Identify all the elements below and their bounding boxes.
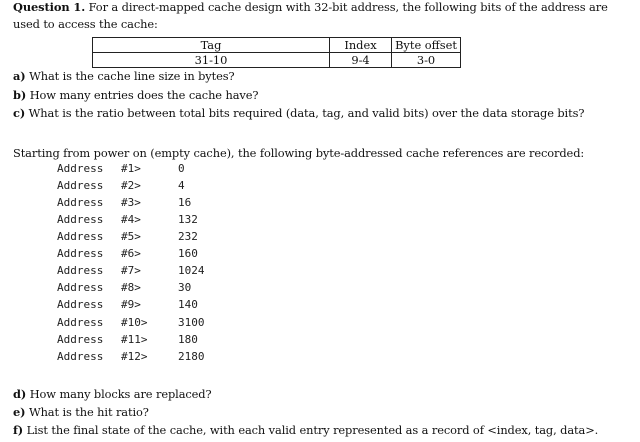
address-word: Address <box>57 281 104 294</box>
sub-question-label: a) <box>13 69 26 83</box>
address-word: Address <box>57 298 104 311</box>
address-word: Address <box>57 196 104 209</box>
sub-question-text: How many entries does the cache have? <box>29 88 259 102</box>
reference-value: 232 <box>178 230 198 243</box>
address-reference <box>57 247 198 261</box>
reference-value: 4 <box>178 179 185 192</box>
address-word: Address <box>57 162 104 175</box>
sub-question-text: How many blocks are replaced? <box>29 387 212 401</box>
address-word: Address <box>57 247 104 260</box>
reference-value: 132 <box>178 213 198 226</box>
sub-question-label: c) <box>13 106 26 120</box>
question-intro-line-2: used to access the cache: <box>13 17 158 31</box>
sub-question-f <box>13 423 598 438</box>
sub-question-d <box>13 387 212 402</box>
reference-id: #5> <box>121 230 141 243</box>
reference-id: #6> <box>121 247 141 260</box>
reference-id: #11> <box>121 333 148 346</box>
address-word: Address <box>57 350 104 363</box>
address-reference <box>57 162 185 176</box>
reference-value: 140 <box>178 298 198 311</box>
question-intro-line-1 <box>13 0 608 15</box>
tag-header: Tag <box>93 38 330 53</box>
byte-offset-header: Byte offset <box>392 38 461 53</box>
address-bits-table <box>92 37 461 68</box>
question-label: Question 1. <box>13 0 86 14</box>
reference-id: #1> <box>121 162 141 175</box>
sub-question-e <box>13 405 149 420</box>
reference-id: #12> <box>121 350 148 363</box>
sub-question-text: List the final state of the cache, with each valid entry represented as a record of <index, tag, data>. <box>26 423 599 437</box>
sub-question-label: b) <box>13 88 27 102</box>
reference-value: 1024 <box>178 264 205 277</box>
address-reference <box>57 179 185 193</box>
sub-question-label: f) <box>13 423 24 437</box>
reference-value: 2180 <box>178 350 205 363</box>
address-reference <box>57 230 198 244</box>
sub-question-b <box>13 88 258 103</box>
reference-value: 30 <box>178 281 192 294</box>
reference-id: #8> <box>121 281 141 294</box>
reference-id: #7> <box>121 264 141 277</box>
address-word: Address <box>57 333 104 346</box>
address-reference <box>57 316 205 330</box>
address-word: Address <box>57 213 104 226</box>
byte-offset-range: 3-0 <box>392 53 461 68</box>
address-reference <box>57 281 191 295</box>
address-word: Address <box>57 230 104 243</box>
sub-question-label: e) <box>13 405 26 419</box>
address-reference <box>57 350 205 364</box>
reference-value: 180 <box>178 333 198 346</box>
bits-table-range-row <box>93 53 461 68</box>
question-intro-text: For a direct-mapped cache design with 32-bit address, the following bits of the address are <box>88 0 608 14</box>
reference-id: #3> <box>121 196 141 209</box>
address-reference <box>57 298 198 312</box>
reference-id: #4> <box>121 213 141 226</box>
reference-value: 0 <box>178 162 185 175</box>
reference-id: #10> <box>121 316 148 329</box>
address-word: Address <box>57 264 104 277</box>
tag-range: 31-10 <box>93 53 330 68</box>
index-range: 9-4 <box>330 53 392 68</box>
bits-table-header-row <box>93 38 461 53</box>
references-intro: Starting from power on (empty cache), the following byte-addressed cache references are recorded: <box>13 146 585 160</box>
address-reference <box>57 196 191 210</box>
sub-question-text: What is the ratio between total bits required (data, tag, and valid bits) over the data storage bits? <box>28 106 585 120</box>
reference-id: #2> <box>121 179 141 192</box>
sub-question-a <box>13 69 235 84</box>
reference-value: 160 <box>178 247 198 260</box>
address-reference <box>57 264 205 278</box>
reference-value: 16 <box>178 196 192 209</box>
index-header: Index <box>330 38 392 53</box>
sub-question-c <box>13 106 584 121</box>
sub-question-label: d) <box>13 387 27 401</box>
reference-id: #9> <box>121 298 141 311</box>
sub-question-text: What is the hit ratio? <box>28 405 149 419</box>
address-word: Address <box>57 179 104 192</box>
address-reference <box>57 213 198 227</box>
address-word: Address <box>57 316 104 329</box>
reference-value: 3100 <box>178 316 205 329</box>
sub-question-text: What is the cache line size in bytes? <box>29 69 235 83</box>
address-reference <box>57 333 198 347</box>
